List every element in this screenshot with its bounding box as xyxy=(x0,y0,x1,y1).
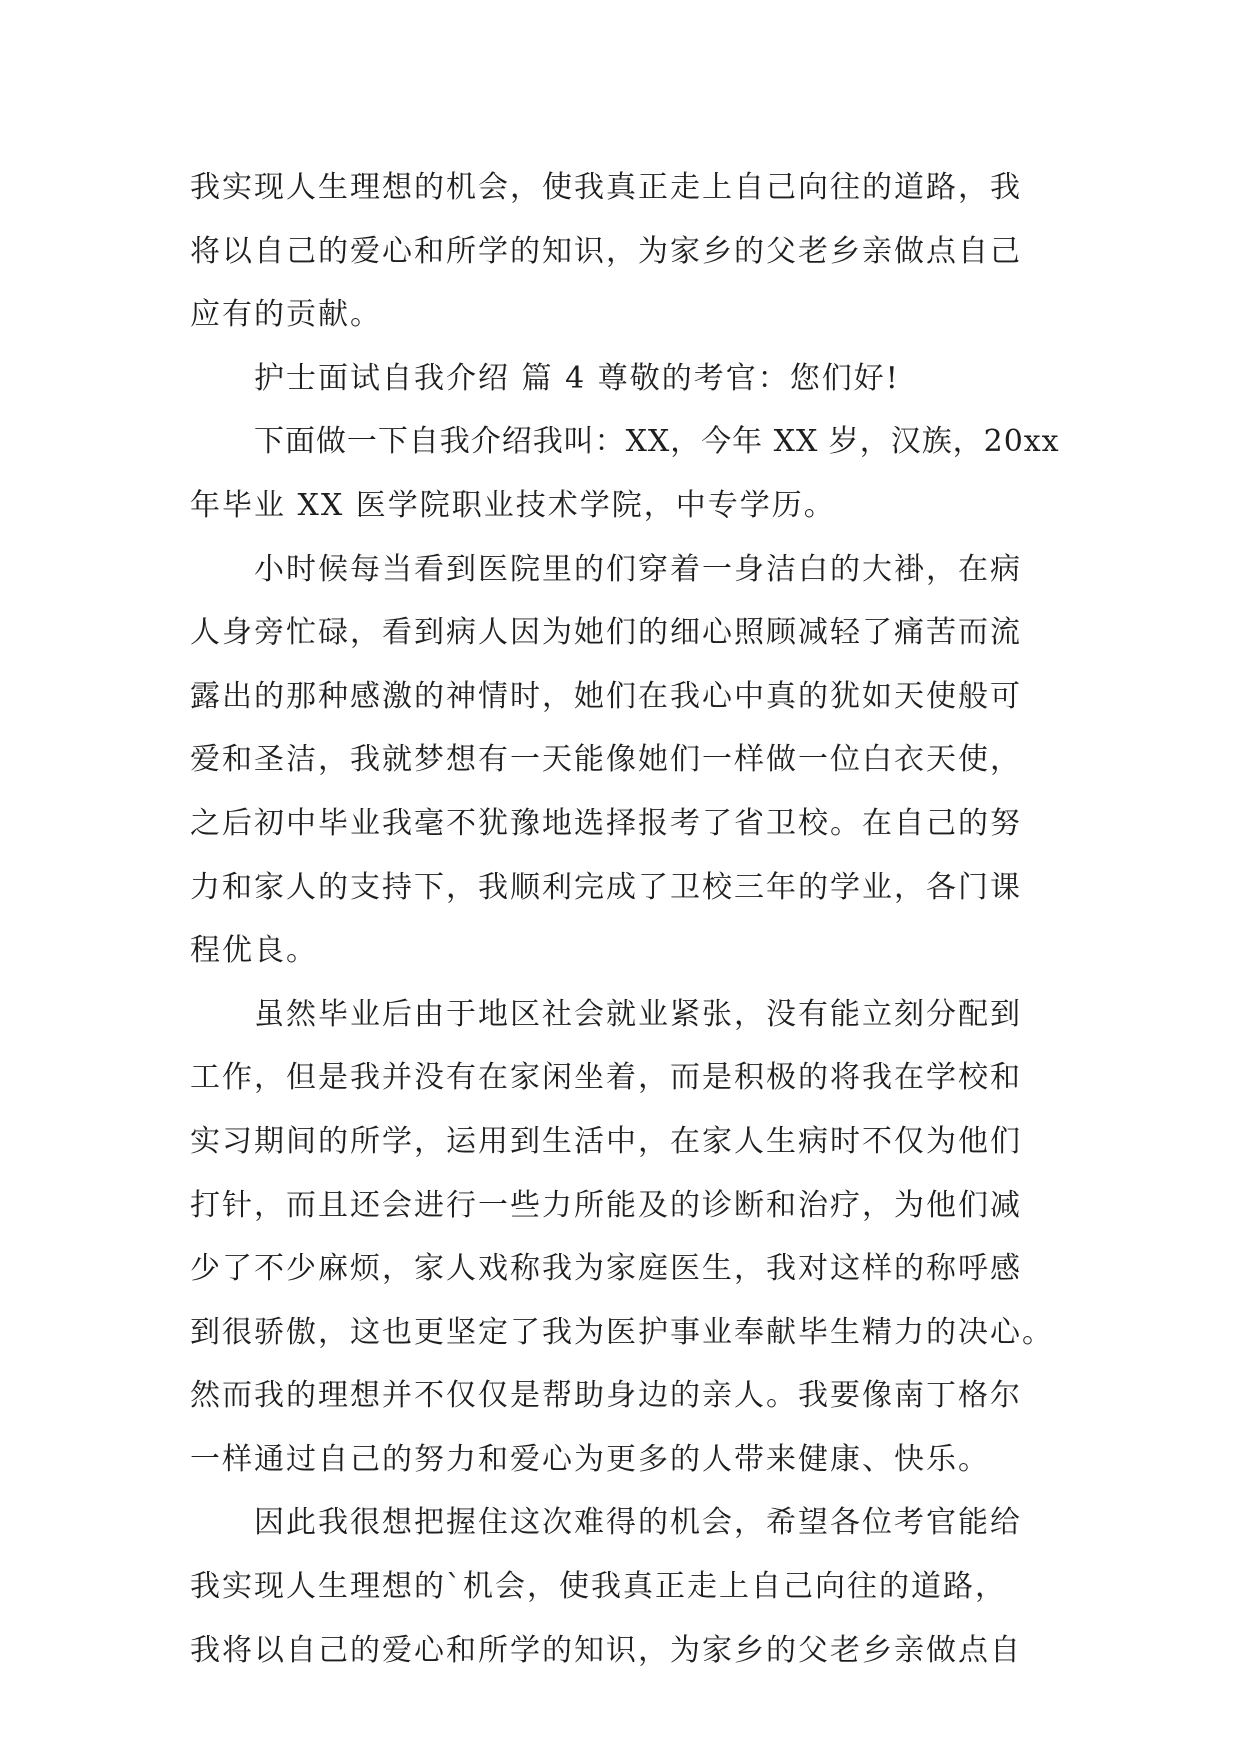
text-line: 少了不少麻烦，家人戏称我为家庭医生，我对这样的称呼感 xyxy=(190,1251,1022,1287)
text-line: 打针，而且还会进行一些力所能及的诊断和治疗，为他们减 xyxy=(190,1187,1022,1223)
text-line: 虽然毕业后由于地区社会就业紧张，没有能立刻分配到 xyxy=(254,996,1022,1032)
text-line: 人身旁忙碌，看到病人因为她们的细心照顾减轻了痛苦而流 xyxy=(190,615,1022,651)
text-line: 程优良。 xyxy=(190,933,318,969)
text-line: 我实现人生理想的`机会，使我真正走上自己向往的道路， xyxy=(190,1569,1007,1605)
text-line: 露出的那种感激的神情时，她们在我心中真的犹如天使般可 xyxy=(190,678,1022,714)
text-line: 工作，但是我并没有在家闲坐着，而是积极的将我在学校和 xyxy=(190,1060,1022,1096)
text-line: 护士面试自我介绍 篇 4 尊敬的考官：您们好! xyxy=(254,360,900,396)
text-line: 下面做一下自我介绍我叫：XX，今年 XX 岁，汉族，20xx xyxy=(254,424,1060,460)
text-line: 实习期间的所学，运用到生活中，在家人生病时不仅为他们 xyxy=(190,1123,1022,1159)
text-line: 我实现人生理想的机会，使我真正走上自己向往的道路，我 xyxy=(190,170,1022,205)
text-line: 我将以自己的爱心和所学的知识，为家乡的父老乡亲做点自 xyxy=(190,1632,1022,1668)
text-line: 应有的贡献。 xyxy=(190,297,382,333)
text-line: 小时候每当看到医院里的们穿着一身洁白的大褂，在病 xyxy=(254,551,1022,587)
text-line: 然而我的理想并不仅仅是帮助身边的亲人。我要像南丁格尔 xyxy=(190,1378,1022,1414)
document-body xyxy=(190,156,1060,1682)
text-line: 爱和圣洁，我就梦想有一天能像她们一样做一位白衣天使， xyxy=(190,742,1022,778)
text-line: 一样通过自己的努力和爱心为更多的人带来健康、快乐。 xyxy=(190,1441,990,1477)
text-line: 力和家人的支持下，我顺利完成了卫校三年的学业，各门课 xyxy=(190,869,1022,905)
text-line: 年毕业 XX 医学院职业技术学院，中专学历。 xyxy=(190,487,836,523)
text-line: 因此我很想把握住这次难得的机会，希望各位考官能给 xyxy=(254,1505,1022,1541)
text-line: 之后初中毕业我毫不犹豫地选择报考了省卫校。在自己的努 xyxy=(190,805,1022,841)
text-line: 到很骄傲，这也更坚定了我为医护事业奉献毕生精力的决心。 xyxy=(190,1314,1054,1350)
text-line: 将以自己的爱心和所学的知识，为家乡的父老乡亲做点自己 xyxy=(190,233,1022,269)
